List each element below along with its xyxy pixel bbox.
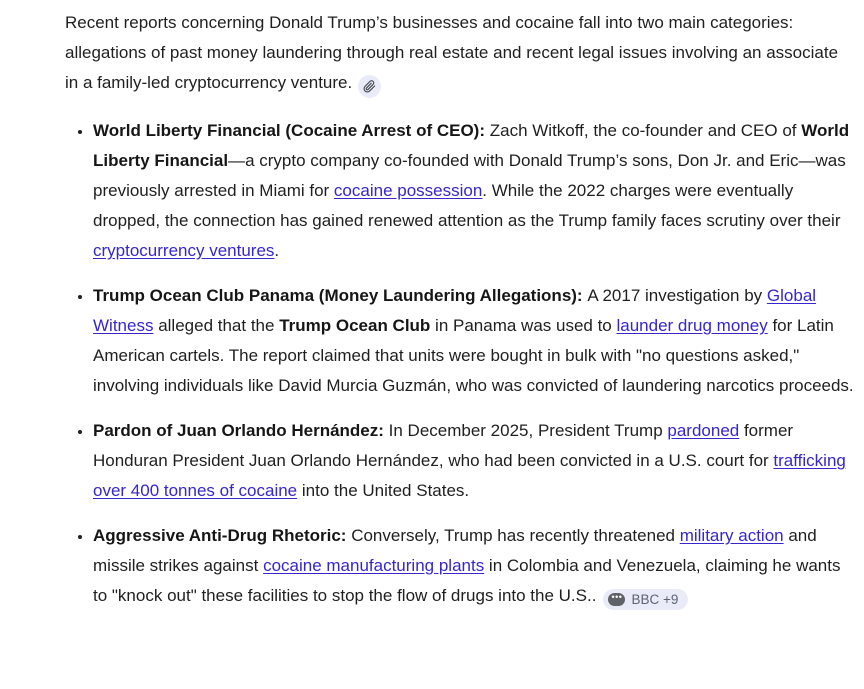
intro-text: Recent reports concerning Donald Trump’s businesses and cocaine fall into two main categories: allegations of past money laundering through real estate and recent legal issues involving an associate in a family-led cryptocurrency venture.	[65, 13, 839, 92]
citation-chip[interactable]	[358, 75, 381, 98]
bullet-item	[93, 521, 855, 611]
bullet-list	[65, 116, 855, 611]
text-run: . While the 2022 charges were eventually dropped, the connection has gained renewed attention as the Trump family faces scrutiny over their	[93, 181, 841, 230]
inline-citation-link[interactable]: military action	[679, 526, 784, 545]
intro-paragraph	[65, 8, 855, 98]
inline-citation-link[interactable]: Global Witness	[93, 286, 817, 335]
text-run: for Latin American cartels. The report claimed that units were bought in bulk with "no questions asked," involving individuals like David Murcia Guzmán, who was convicted of laundering narcotics proceeds.	[93, 316, 854, 395]
text-run: in Colombia and Venezuela, claiming he wants to "knock out" these facilities to stop the flow of drugs into the U.S..	[93, 556, 841, 605]
text-run: into the United States.	[297, 481, 470, 500]
more-sources-icon: •••	[608, 593, 625, 606]
paperclip-icon	[363, 80, 376, 93]
bullet-item	[93, 116, 855, 266]
ai-answer	[65, 0, 855, 611]
sources-chip-label: BBC +9	[631, 591, 679, 607]
bullet-lead-bold: Trump Ocean Club	[279, 316, 431, 335]
text-run: in Panama was used to	[430, 316, 617, 335]
text-run: .	[274, 241, 280, 260]
text-run: and missile strikes against	[93, 526, 817, 575]
bullet-lead-bold: Pardon of Juan Orlando Hernández:	[93, 421, 389, 440]
bullet-lead-bold: Aggressive Anti-Drug Rhetoric:	[93, 526, 352, 545]
bullet-lead-bold: Trump Ocean Club Panama (Money Laundering Allegations):	[93, 286, 588, 305]
bullet-item	[93, 281, 855, 401]
inline-citation-link[interactable]: cocaine manufacturing plants	[263, 556, 485, 575]
text-run: former Honduran President Juan Orlando Hernández, who had been convicted in a U.S. court for	[93, 421, 794, 470]
text-run: A 2017 investigation by	[587, 286, 767, 305]
text-run: alleged that the	[153, 316, 280, 335]
inline-citation-link[interactable]: cocaine possession	[333, 181, 483, 200]
bullet-item	[93, 416, 855, 506]
text-run: —a crypto company co-founded with Donald Trump’s sons, Don Jr. and Eric—was previously arrested in Miami for	[93, 151, 846, 200]
bullet-lead-bold: World Liberty Financial (Cocaine Arrest of CEO):	[93, 121, 490, 140]
inline-citation-link[interactable]: cryptocurrency ventures	[93, 241, 275, 260]
inline-citation-link[interactable]: launder drug money	[616, 316, 768, 335]
text-run: In December 2025, President Trump	[388, 421, 668, 440]
text-run: Conversely, Trump has recently threatened	[351, 526, 680, 545]
sources-chip[interactable]	[603, 589, 688, 610]
inline-citation-link[interactable]: trafficking over 400 tonnes of cocaine	[93, 451, 846, 500]
text-run: Zach Witkoff, the co-founder and CEO of	[489, 121, 802, 140]
inline-citation-link[interactable]: pardoned	[667, 421, 740, 440]
bullet-lead-bold: World Liberty Financial	[93, 121, 850, 170]
